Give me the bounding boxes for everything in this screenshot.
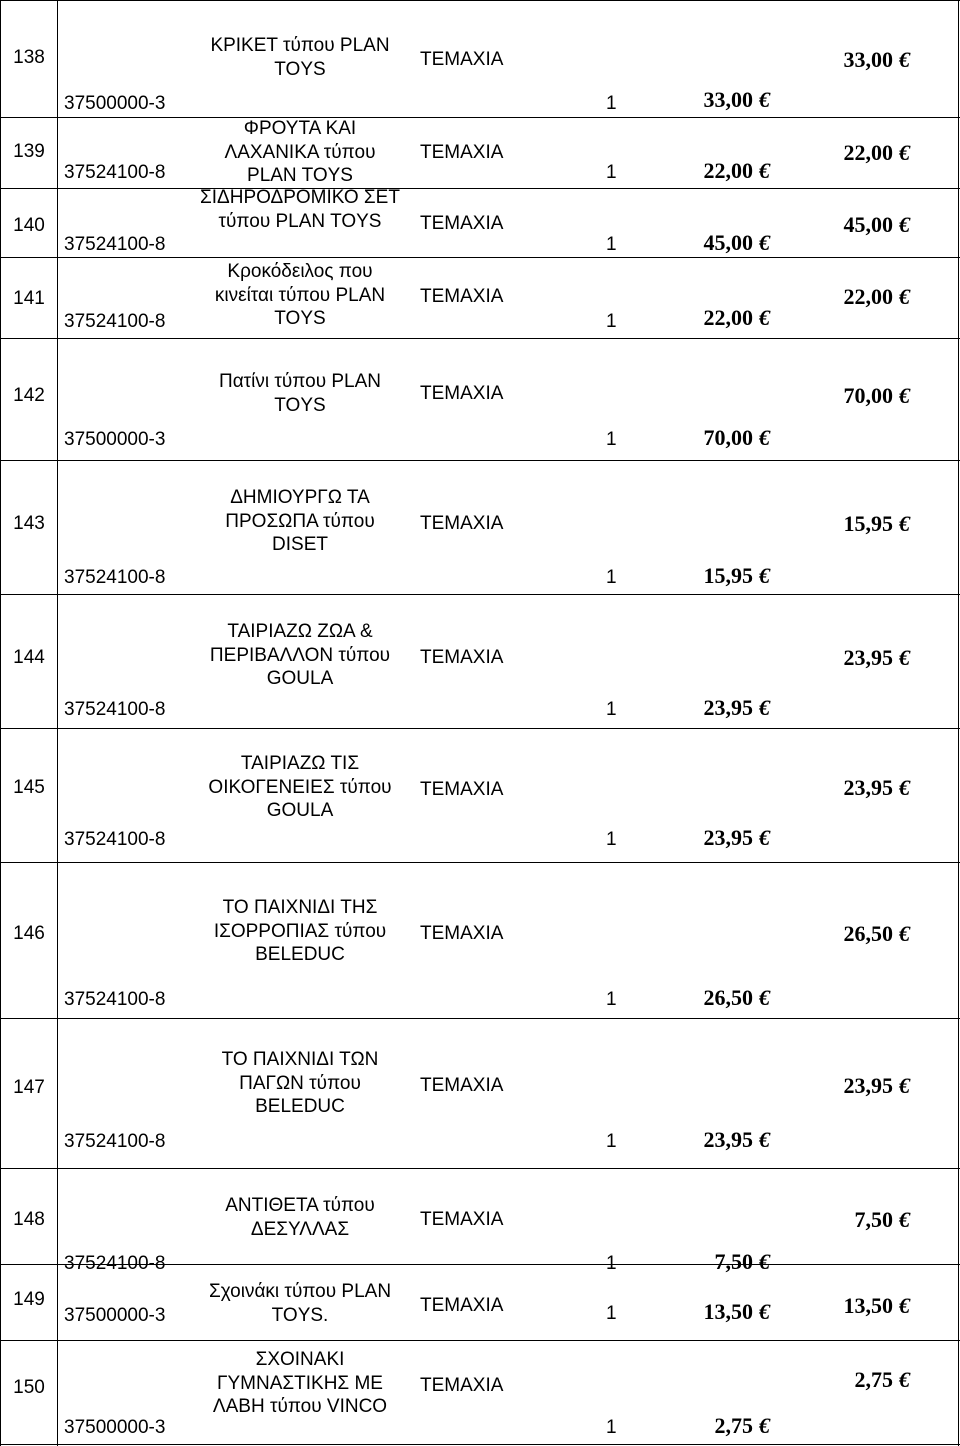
item-description: ΣΧΟΙΝΑΚΙ ΓΥΜΝΑΣΤΙΚΗΣ ΜΕ ΛΑΒΗ τύπου VINCO xyxy=(212,1349,388,1417)
euro-icon: € xyxy=(899,645,910,670)
total-price: 33,00 € xyxy=(843,47,910,72)
quantity: 1 xyxy=(606,429,617,450)
cpv-code: 37524100-8 xyxy=(64,699,166,720)
row-number: 147 xyxy=(13,1077,45,1098)
unit-price: 26,50 € xyxy=(703,985,770,1010)
unit-price: 23,95 € xyxy=(703,825,770,850)
unit-of-measure: ΤΕΜΑΧΙΑ xyxy=(420,49,504,70)
euro-icon: € xyxy=(899,1367,910,1392)
total-price: 23,95 € xyxy=(843,645,910,670)
item-description: ΦΡΟΥΤΑ ΚΑΙ ΛΑΧΑΝΙΚΑ τύπου PLAN TOYS xyxy=(224,118,376,186)
row-number: 144 xyxy=(13,647,45,668)
table-row xyxy=(0,117,960,188)
unit-price: 23,95 € xyxy=(703,1127,770,1152)
euro-icon: € xyxy=(899,212,910,237)
table-row xyxy=(0,460,960,594)
item-description: ΤΟ ΠΑΙΧΝΙΔΙ ΤΗΣ ΙΣΟΡΡΟΠΙΑΣ τύπου BELEDUC xyxy=(213,897,387,965)
row-number: 146 xyxy=(13,923,45,944)
unit-of-measure: ΤΕΜΑΧΙΑ xyxy=(420,286,504,307)
row-number: 143 xyxy=(13,513,45,534)
euro-icon: € xyxy=(759,87,770,112)
total-price: 7,50 € xyxy=(854,1207,910,1232)
quantity: 1 xyxy=(606,311,617,332)
total-price: 26,50 € xyxy=(843,921,910,946)
euro-icon: € xyxy=(899,284,910,309)
table-row xyxy=(0,188,960,257)
row-number: 141 xyxy=(13,288,45,309)
table-row xyxy=(0,1264,960,1340)
row-number: 140 xyxy=(13,215,45,236)
unit-of-measure: ΤΕΜΑΧΙΑ xyxy=(420,779,504,800)
cpv-code: 37524100-8 xyxy=(64,311,166,332)
quantity: 1 xyxy=(606,93,617,114)
total-price: 23,95 € xyxy=(843,1073,910,1098)
cpv-code: 37524100-8 xyxy=(64,1253,166,1274)
euro-icon: € xyxy=(759,1413,770,1438)
euro-icon: € xyxy=(899,775,910,800)
quantity: 1 xyxy=(606,234,617,255)
cpv-code: 37500000-3 xyxy=(64,93,166,114)
euro-icon: € xyxy=(759,825,770,850)
total-price: 2,75 € xyxy=(854,1367,910,1392)
unit-price: 70,00 € xyxy=(703,425,770,450)
row-number: 150 xyxy=(13,1377,45,1398)
unit-of-measure: ΤΕΜΑΧΙΑ xyxy=(420,647,504,668)
cpv-code: 37500000-3 xyxy=(64,429,166,450)
quantity: 1 xyxy=(606,567,617,588)
unit-price: 7,50 € xyxy=(714,1249,770,1274)
euro-icon: € xyxy=(759,985,770,1010)
cpv-code: 37524100-8 xyxy=(64,829,166,850)
euro-icon: € xyxy=(759,563,770,588)
total-price: 13,50 € xyxy=(843,1293,910,1318)
quantity: 1 xyxy=(606,1131,617,1152)
quantity: 1 xyxy=(606,1417,617,1438)
table-row xyxy=(0,1340,960,1444)
euro-icon: € xyxy=(899,1293,910,1318)
row-number: 138 xyxy=(13,47,45,68)
total-price: 15,95 € xyxy=(843,511,910,536)
table-row xyxy=(0,728,960,862)
unit-of-measure: ΤΕΜΑΧΙΑ xyxy=(420,142,504,163)
total-price: 22,00 € xyxy=(843,284,910,309)
unit-price: 22,00 € xyxy=(703,158,770,183)
row-number: 145 xyxy=(13,777,45,798)
unit-of-measure: ΤΕΜΑΧΙΑ xyxy=(420,383,504,404)
cpv-code: 37500000-3 xyxy=(64,1417,166,1438)
table-row xyxy=(0,338,960,460)
euro-icon: € xyxy=(759,230,770,255)
item-description: ΚΡΙΚΕΤ τύπου PLAN TOYS xyxy=(210,35,390,80)
total-price: 22,00 € xyxy=(843,140,910,165)
cpv-code: 37500000-3 xyxy=(64,1305,166,1326)
euro-icon: € xyxy=(899,1073,910,1098)
total-price: 70,00 € xyxy=(843,383,910,408)
cpv-code: 37524100-8 xyxy=(64,989,166,1010)
table-row xyxy=(0,594,960,728)
item-description: Πατίνι τύπου PLAN TOYS xyxy=(218,371,382,416)
quantity: 1 xyxy=(606,1253,617,1274)
item-description: ΑΝΤΙΘΕΤΑ τύπου ΔΕΣΥΛΛΑΣ xyxy=(225,1195,375,1240)
row-number: 148 xyxy=(13,1209,45,1230)
quantity: 1 xyxy=(606,1303,617,1324)
table-row xyxy=(0,1168,960,1274)
euro-icon: € xyxy=(759,425,770,450)
unit-price: 15,95 € xyxy=(703,563,770,588)
quantity: 1 xyxy=(606,989,617,1010)
euro-icon: € xyxy=(759,305,770,330)
unit-price: 45,00 € xyxy=(703,230,770,255)
item-description: ΔΗΜΙΟΥΡΓΩ ΤΑ ΠΡΟΣΩΠΑ τύπου DISET xyxy=(225,487,375,555)
table-row xyxy=(0,862,960,1018)
quantity: 1 xyxy=(606,699,617,720)
euro-icon: € xyxy=(899,511,910,536)
table-row xyxy=(0,1018,960,1168)
unit-price: 22,00 € xyxy=(703,305,770,330)
unit-of-measure: ΤΕΜΑΧΙΑ xyxy=(420,1075,504,1096)
unit-price: 33,00 € xyxy=(703,87,770,112)
unit-of-measure: ΤΕΜΑΧΙΑ xyxy=(420,1295,504,1316)
item-description: Σχοινάκι τύπου PLAN TOYS. xyxy=(208,1281,392,1326)
table-row xyxy=(0,257,960,338)
row-number: 149 xyxy=(13,1289,45,1310)
grid-line xyxy=(0,1444,960,1445)
table-row xyxy=(0,0,960,117)
total-price: 23,95 € xyxy=(843,775,910,800)
quantity: 1 xyxy=(606,162,617,183)
cpv-code: 37524100-8 xyxy=(64,234,166,255)
item-description: ΤΑΙΡΙΑΖΩ ΖΩΑ & ΠΕΡΙΒΑΛΛΟΝ τύπου GOULA xyxy=(209,621,391,689)
quantity: 1 xyxy=(606,829,617,850)
euro-icon: € xyxy=(759,1249,770,1274)
euro-icon: € xyxy=(899,1207,910,1232)
euro-icon: € xyxy=(759,695,770,720)
euro-icon: € xyxy=(759,1299,770,1324)
unit-price: 23,95 € xyxy=(703,695,770,720)
unit-of-measure: ΤΕΜΑΧΙΑ xyxy=(420,1375,504,1396)
unit-of-measure: ΤΕΜΑΧΙΑ xyxy=(420,1209,504,1230)
cpv-code: 37524100-8 xyxy=(64,567,166,588)
item-description: Κροκόδειλος που κινείται τύπου PLAN TOYS xyxy=(214,261,386,329)
item-description: ΤΑΙΡΙΑΖΩ ΤΙΣ ΟΙΚΟΓΕΝΕΙΕΣ τύπου GOULA xyxy=(208,753,392,821)
item-description: ΤΟ ΠΑΙΧΝΙΔΙ ΤΩΝ ΠΑΓΩΝ τύπου BELEDUC xyxy=(221,1049,379,1117)
unit-of-measure: ΤΕΜΑΧΙΑ xyxy=(420,923,504,944)
unit-of-measure: ΤΕΜΑΧΙΑ xyxy=(420,213,504,234)
euro-icon: € xyxy=(759,1127,770,1152)
unit-price: 2,75 € xyxy=(714,1413,770,1438)
unit-of-measure: ΤΕΜΑΧΙΑ xyxy=(420,513,504,534)
total-price: 45,00 € xyxy=(843,212,910,237)
row-number: 139 xyxy=(13,141,45,162)
cpv-code: 37524100-8 xyxy=(64,162,166,183)
euro-icon: € xyxy=(899,383,910,408)
row-number: 142 xyxy=(13,385,45,406)
euro-icon: € xyxy=(899,921,910,946)
euro-icon: € xyxy=(759,158,770,183)
euro-icon: € xyxy=(899,140,910,165)
unit-price: 13,50 € xyxy=(703,1299,770,1324)
cpv-code: 37524100-8 xyxy=(64,1131,166,1152)
euro-icon: € xyxy=(899,47,910,72)
item-description: ΣΙΔΗΡΟΔΡΟΜΙΚΟ ΣΕΤ τύπου PLAN TOYS xyxy=(200,187,400,232)
